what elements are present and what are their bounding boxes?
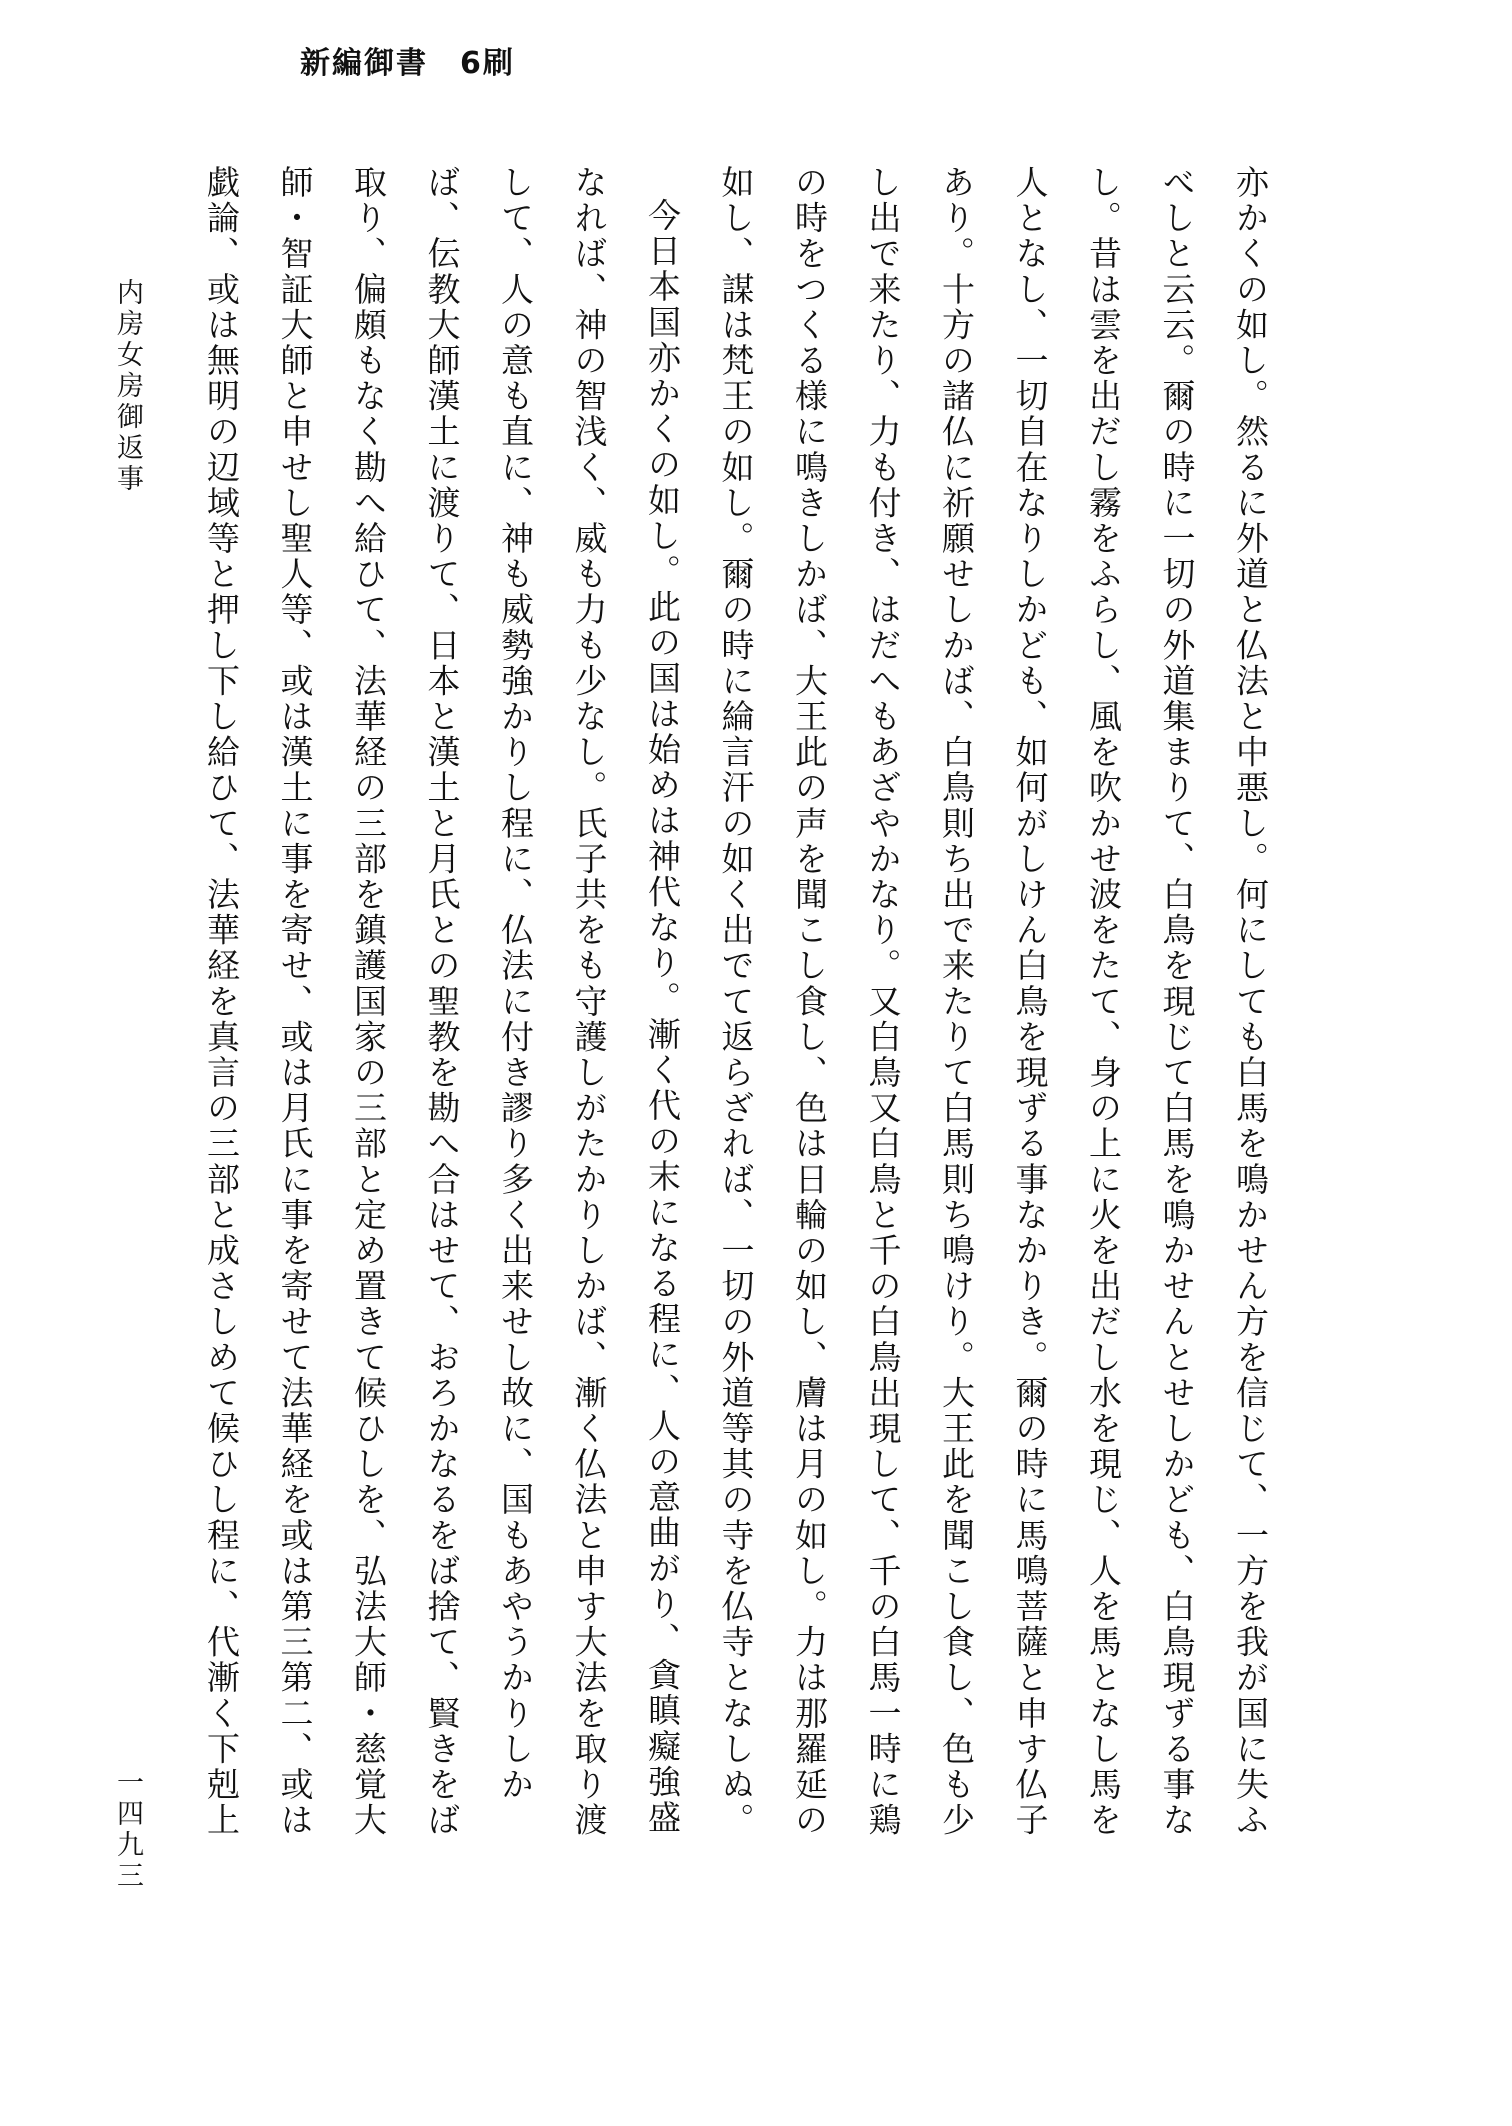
paragraph-2: 今日本国亦かくの如し。此の国は始めは神代なり。漸く代の末になる程に、人の意曲がり、貪瞋癡強盛なれば、神の智浅く、威も力も少なし。氏子共をも守護しがたかりしかば、漸く仏法と申す大法を取り渡して、人の意も直に、神も威勢強かりし程に、仏法に付き謬り多く出来せし故に、国もあやうかりしかば、伝教大師漢土に渡りて、日本と漢土と月氏との聖教を勘へ合はせて、おろかなるをば捨て、賢きをば取り、偏頗もなく勘へ給ひて、法華経の三部を鎮護国家の三部と定め置きて候ひしを、弘法大師・慈覚大師・智証大師と申せし聖人等、或は漢土に事を寄せ、或は月氏に事を寄せて法華経を或は第三第二、或は戯論、或は無明の辺域等と押し下し給ひて、法華経を真言の三部と成さしめて候ひし程に、代漸く下剋上 bbox=[202, 165, 682, 1839]
running-title: 内房女房御返事 bbox=[112, 278, 143, 495]
paragraph-1: 亦かくの如し。然るに外道と仏法と中悪し。何にしても白馬を鳴かせん方を信じて、一方を我が国に失ふべしと云云。爾の時に一切の外道集まりて、白鳥を現じて白馬を鳴かせんとせしかども、白鳥現ずる事なし。昔は雲を出だし霧をふらし、風を吹かせ波をたて、身の上に火を出だし水を現じ、人を馬となし馬を人となし、一切自在なりしかども、如何がしけん白鳥を現ずる事なかりき。爾の時に馬鳴菩薩と申す仏子あり。十方の諸仏に祈願せしかば、白鳥則ち出で来たりて白馬則ち鳴けり。大王此を聞こし食し、色も少し出で来たり、力も付き、はだへもあざやかなり。又白鳥又白鳥と千の白鳥出現して、千の白馬一時に鶏の時をつくる様に鳴きしかば、大王此の声を聞こし食し、色は日輪の如し、膚は月の如し。力は那羅延の如し、謀は梵王の如し。爾の時に綸言汗の如く出でて返らざれば、一切の外道等其の寺を仏寺となしぬ。 bbox=[716, 165, 1270, 1839]
page-number: 一四九三 bbox=[112, 1768, 143, 1892]
main-text-body bbox=[187, 165, 1287, 1855]
book-header: 新編御書 6刷 bbox=[300, 46, 515, 81]
